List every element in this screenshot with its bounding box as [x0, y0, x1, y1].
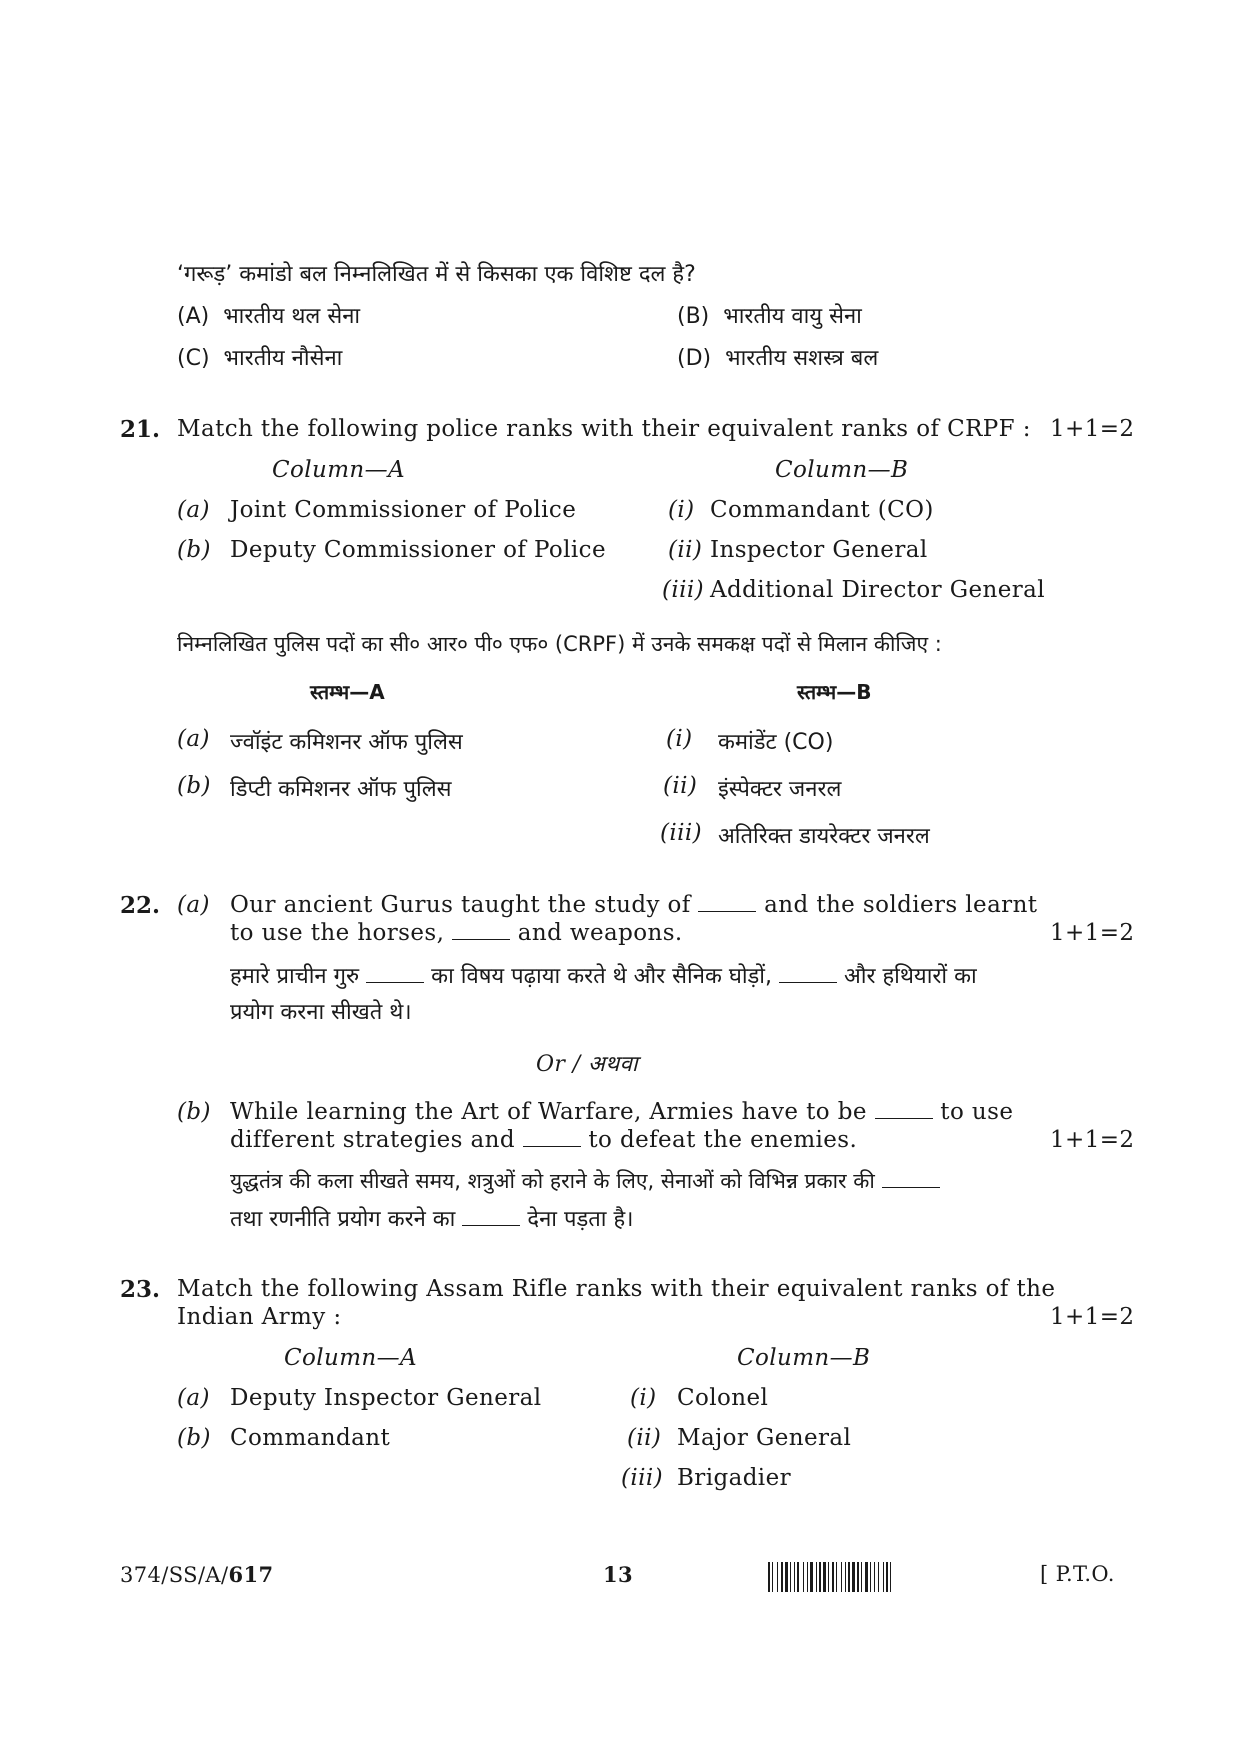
q23-col-a-header: Column—A: [284, 1345, 418, 1371]
q21-col-b-item: Inspector General: [710, 537, 928, 563]
q21-hi-col-b-label: (i): [666, 726, 693, 752]
q21-hi-col-b-label: (ii): [663, 773, 698, 799]
q22-number: 22.: [120, 892, 161, 919]
q22-b-line2: different strategies and to defeat the enemies.: [230, 1127, 858, 1153]
barcode: [768, 1562, 1024, 1592]
q21-col-a-label: (a): [177, 497, 210, 523]
q23-col-a-item: Commandant: [230, 1425, 391, 1451]
q23-col-b-item: Brigadier: [677, 1465, 791, 1491]
q23-question-line2: Indian Army :: [177, 1304, 342, 1330]
q20-option-b: (B) भारतीय वायु सेना: [677, 304, 862, 329]
q23-col-a-item: Deputy Inspector General: [230, 1385, 542, 1411]
q21-marks: 1+1=2: [1050, 416, 1135, 442]
q23-col-b-item: Colonel: [677, 1385, 769, 1411]
q21-hi-col-b-label: (iii): [660, 820, 703, 846]
q22-a-marks: 1+1=2: [1050, 920, 1135, 946]
q23-col-b-label: (ii): [627, 1425, 662, 1451]
q22-a-line2: to use the horses, and weapons.: [230, 920, 683, 946]
q22-b-label: (b): [177, 1099, 211, 1125]
q23-number: 23.: [120, 1276, 161, 1303]
q21-hi-col-b-item: कमांडेंट (CO): [718, 730, 834, 755]
q23-col-b-label: (iii): [621, 1465, 664, 1491]
q22-or: Or / अथवा: [536, 1052, 638, 1077]
q21-col-b-item: Commandant (CO): [710, 497, 934, 523]
q22-a-line1: Our ancient Gurus taught the study of and the soldiers learnt: [230, 892, 1038, 918]
q20-option-a: (A) भारतीय थल सेना: [177, 304, 361, 329]
q22-b-marks: 1+1=2: [1050, 1127, 1135, 1153]
q23-col-b-header: Column—B: [737, 1345, 871, 1371]
q21-hi-col-b-header: स्तम्भ—B: [797, 680, 872, 704]
q21-hi-col-a-item: ज्वॉइंट कमिशनर ऑफ पुलिस: [230, 730, 463, 755]
q21-number: 21.: [120, 416, 161, 443]
q21-hi-col-a-label: (a): [177, 726, 210, 752]
q21-col-a-item: Deputy Commissioner of Police: [230, 537, 606, 563]
q22-a-hi-line1: हमारे प्राचीन गुरु का विषय पढ़ाया करते थे और सैनिक घोड़ों, और हथियारों का: [230, 964, 977, 989]
q21-hi-col-a-label: (b): [177, 773, 211, 799]
page-number: 13: [603, 1562, 634, 1587]
footer-code: 374/SS/A/617: [120, 1562, 274, 1587]
q21-col-a-label: (b): [177, 537, 211, 563]
q21-hi-col-a-header: स्तम्भ—A: [310, 680, 385, 704]
q23-col-a-label: (a): [177, 1385, 210, 1411]
q21-col-b-item: Additional Director General: [710, 577, 1046, 603]
q22-b-hi-line2: तथा रणनीति प्रयोग करने का देना पड़ता है।: [230, 1207, 634, 1232]
q22-a-label: (a): [177, 892, 210, 918]
q21-col-b-header: Column—B: [775, 457, 909, 483]
q23-question-line1: Match the following Assam Rifle ranks with their equivalent ranks of the: [177, 1276, 1056, 1302]
q23-col-b-item: Major General: [677, 1425, 852, 1451]
q21-col-b-label: (iii): [662, 577, 705, 603]
q21-col-b-label: (i): [668, 497, 695, 523]
q23-col-a-label: (b): [177, 1425, 211, 1451]
q22-b-line1: While learning the Art of Warfare, Armies have to be to use: [230, 1099, 1014, 1125]
q20-option-c: (C) भारतीय नौसेना: [177, 346, 343, 371]
q21-hi-col-b-item: अतिरिक्त डायरेक्टर जनरल: [718, 824, 930, 849]
q21-hi-question: निम्नलिखित पुलिस पदों का सी० आर० पी० एफ० (CRPF) में उनके समकक्ष पदों से मिलान कीजिए :: [177, 632, 942, 656]
q23-col-b-label: (i): [630, 1385, 657, 1411]
q20-option-d: (D) भारतीय सशस्त्र बल: [677, 346, 879, 371]
q21-col-a-item: Joint Commissioner of Police: [230, 497, 577, 523]
q21-question: Match the following police ranks with their equivalent ranks of CRPF :: [177, 416, 1031, 442]
q22-a-hi-line2: प्रयोग करना सीखते थे।: [230, 1000, 412, 1025]
q21-hi-col-b-item: इंस्पेक्टर जनरल: [718, 777, 842, 802]
q21-col-a-header: Column—A: [272, 457, 406, 483]
q23-marks: 1+1=2: [1050, 1304, 1135, 1330]
q21-col-b-label: (ii): [668, 537, 703, 563]
q21-hi-col-a-item: डिप्टी कमिशनर ऑफ पुलिस: [230, 777, 452, 802]
q22-b-hi-line1: युद्धतंत्र की कला सीखते समय, शत्रुओं को हराने के लिए, सेनाओं को विभिन्न प्रकार की: [230, 1167, 940, 1195]
pto-label: [ P.T.O.: [1040, 1562, 1115, 1586]
q20-question: ‘गरूड़’ कमांडो बल निम्नलिखित में से किसका एक विशिष्ट दल है?: [177, 262, 696, 287]
